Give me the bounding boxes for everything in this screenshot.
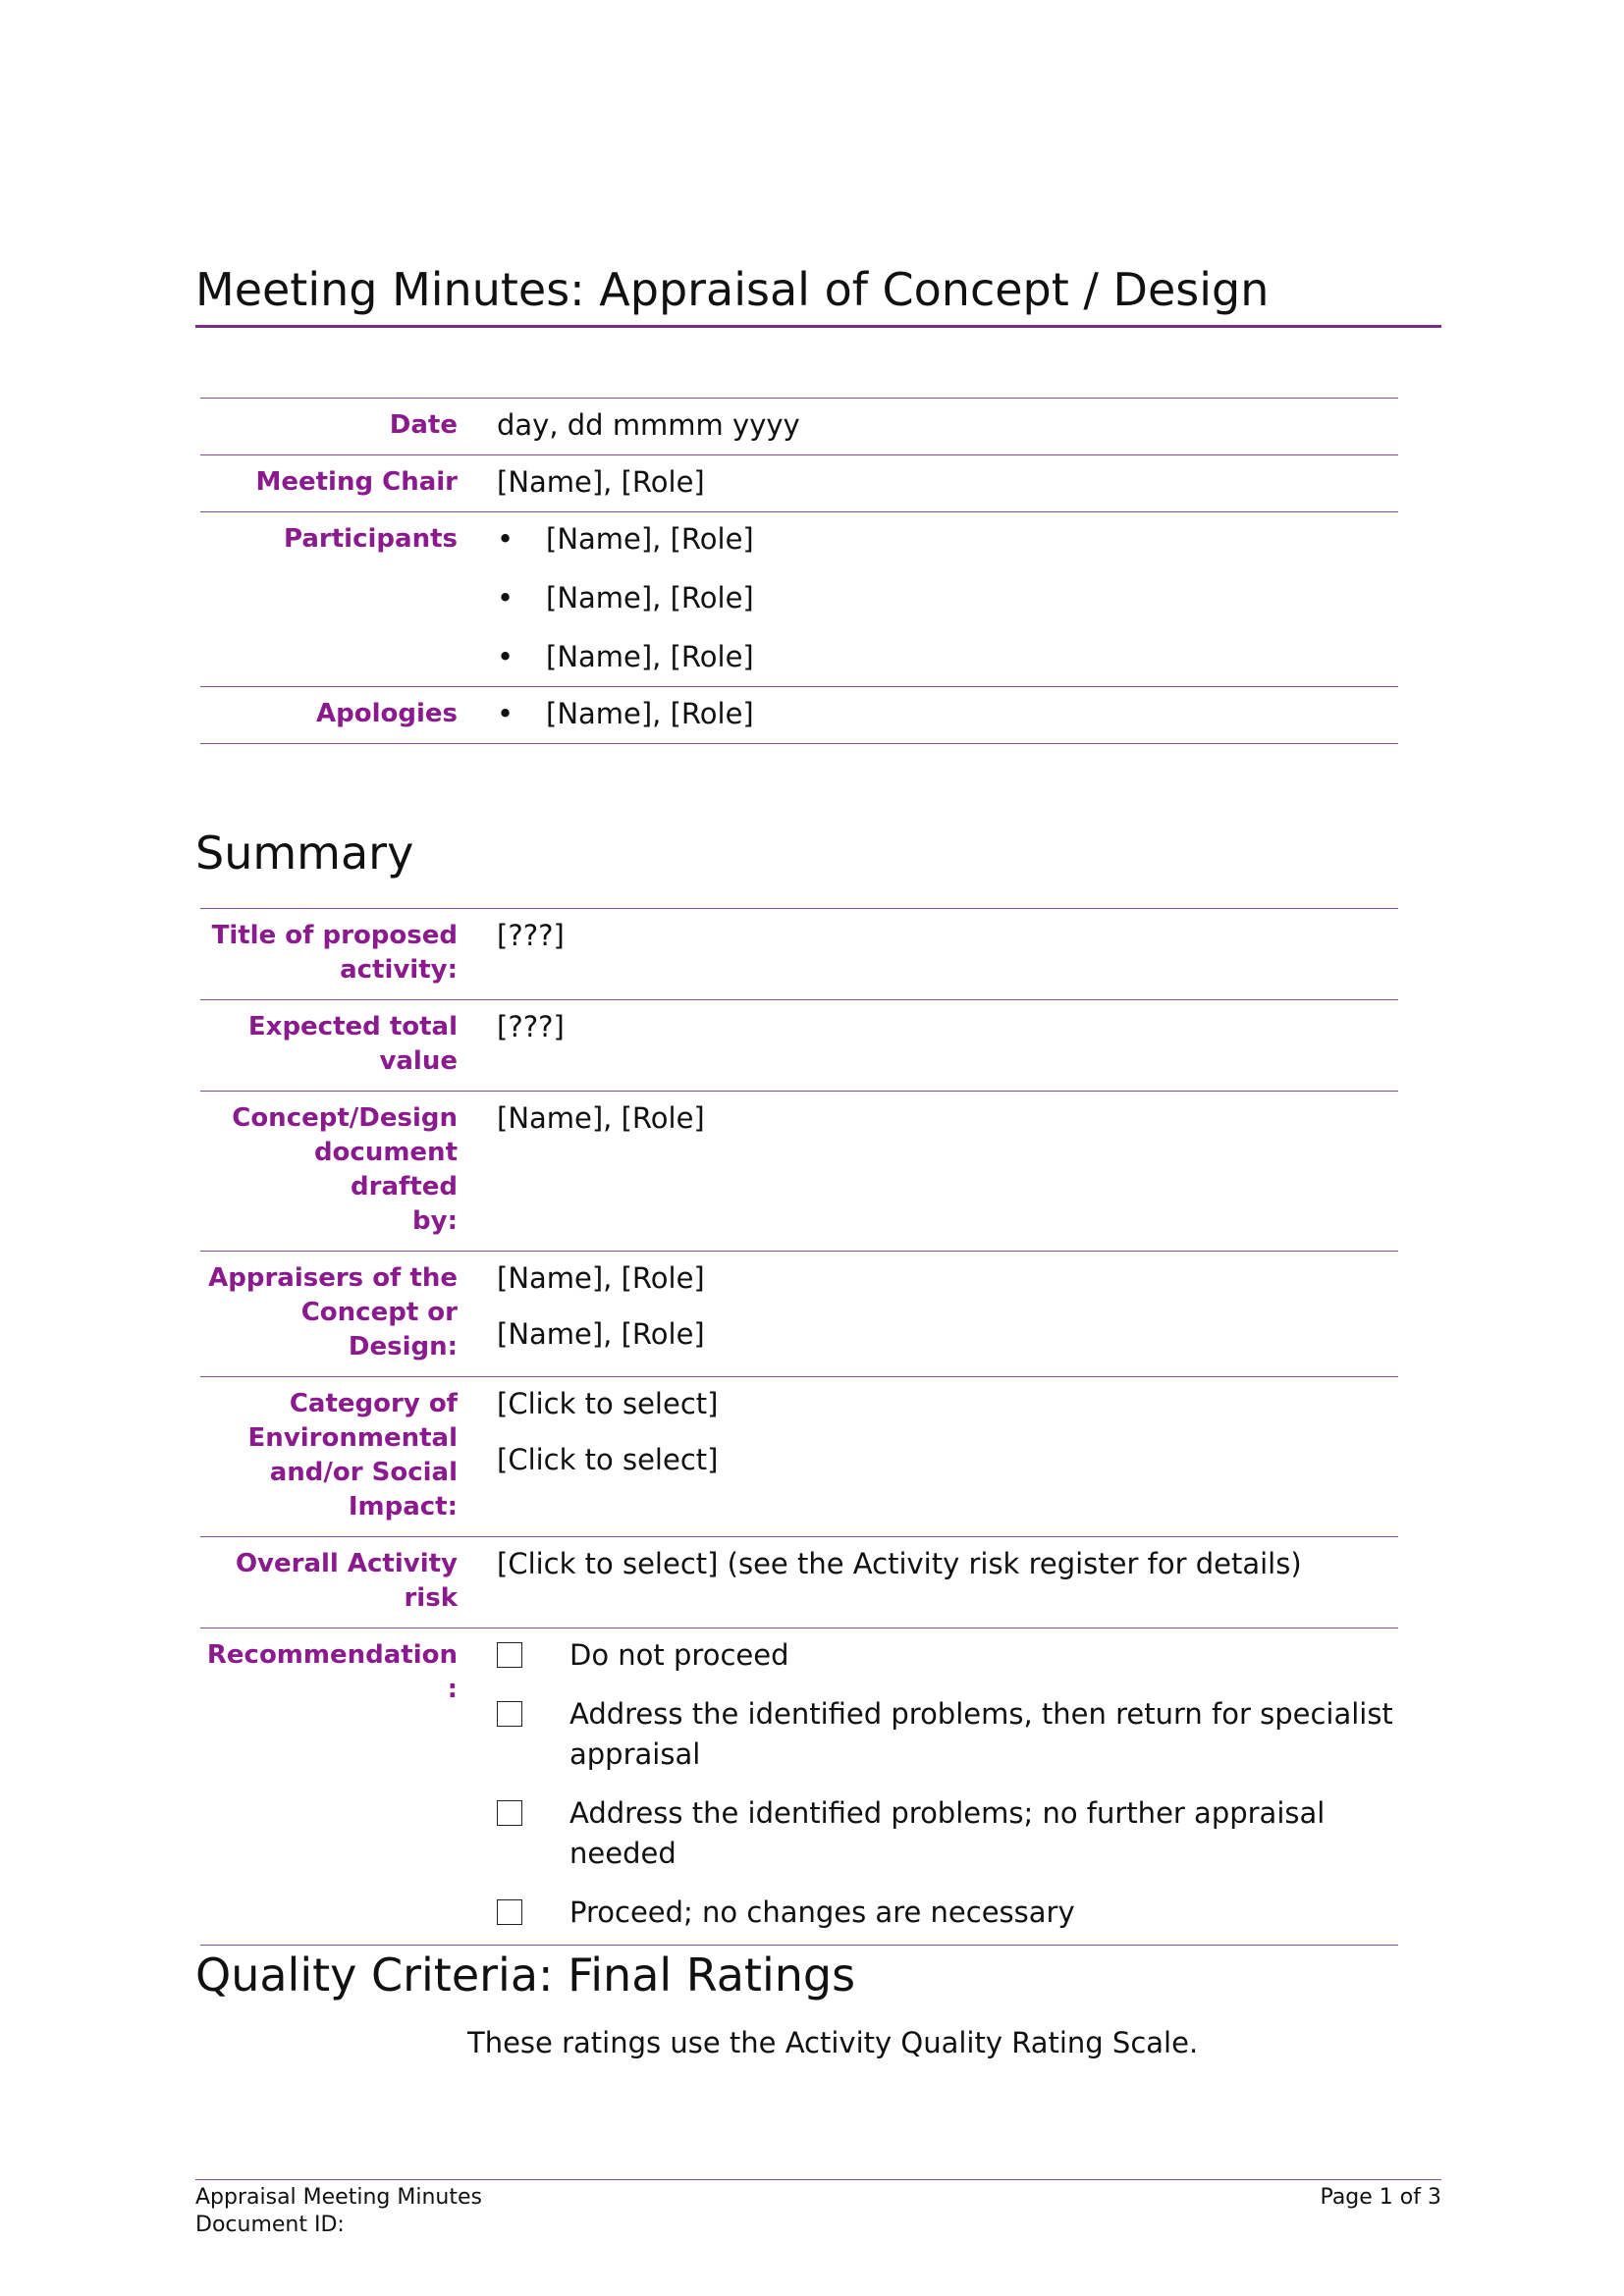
participant-field[interactable]: [Name], [Role]	[546, 640, 754, 673]
bullet-icon: •	[497, 640, 514, 673]
appraiser-field[interactable]: [Name], [Role]	[497, 1261, 705, 1295]
page-title: Meeting Minutes: Appraisal of Concept / Design	[195, 263, 1441, 328]
table-row	[200, 512, 1398, 687]
participants-list	[497, 512, 1398, 687]
table-row	[200, 399, 1398, 455]
impact-category-select[interactable]: [Click to select]	[497, 1387, 719, 1420]
page-footer	[195, 2179, 1441, 2239]
recommendation-label: Recommendation :	[206, 1640, 458, 1704]
appraisers-label: Appraisers of the Concept or Design:	[208, 1263, 458, 1362]
rating-scale-note: These ratings use the Activity Quality Rating Scale.	[467, 2026, 1199, 2059]
table-row	[200, 687, 1398, 744]
bullet-icon: •	[497, 522, 514, 556]
table-row	[200, 1537, 1398, 1629]
bullet-icon: •	[497, 581, 514, 614]
appraisers-list	[497, 1252, 1398, 1377]
expected-value-field[interactable]: [???]	[497, 1010, 565, 1043]
checkbox[interactable]	[497, 1800, 522, 1826]
table-row	[200, 1629, 1398, 1946]
impact-category-list	[497, 1377, 1398, 1537]
activity-risk-select[interactable]: [Click to select] (see the Activity risk register for details)	[497, 1547, 1302, 1580]
recommendation-option-label: Address the identified problems; no further appraisal needed	[569, 1796, 1326, 1870]
participants-label: Participants	[284, 524, 458, 554]
recommendation-option	[497, 1697, 1398, 1775]
table-row	[200, 1000, 1398, 1092]
date-field[interactable]: day, dd mmmm yyyy	[497, 408, 800, 442]
summary-heading: Summary	[195, 827, 414, 880]
quality-criteria-heading: Quality Criteria: Final Ratings	[195, 1949, 856, 2002]
table-row	[200, 1092, 1398, 1252]
checkbox[interactable]	[497, 1701, 522, 1727]
title-of-activity-label: Title of proposed activity:	[211, 921, 458, 985]
checkbox[interactable]	[497, 1899, 522, 1925]
list-item	[497, 522, 1398, 557]
title-of-activity-field[interactable]: [???]	[497, 919, 565, 952]
footer-document-name: Appraisal Meeting Minutes	[195, 2185, 482, 2210]
list-item	[497, 697, 1398, 731]
apologies-list	[497, 687, 1398, 744]
meeting-details-table	[200, 398, 1398, 744]
activity-risk-label: Overall Activity risk	[235, 1549, 458, 1613]
table-row	[200, 455, 1398, 512]
recommendation-option	[497, 1796, 1398, 1874]
apology-field[interactable]: [Name], [Role]	[546, 697, 754, 730]
expected-value-label: Expected total value	[247, 1012, 458, 1076]
impact-category-label: Category of Environmental and/or Social Impact:	[247, 1389, 458, 1522]
participant-field[interactable]: [Name], [Role]	[546, 581, 754, 614]
appraiser-field[interactable]: [Name], [Role]	[497, 1317, 705, 1351]
recommendation-option-label: Proceed; no changes are necessary	[569, 1896, 1075, 1929]
bullet-icon: •	[497, 697, 514, 730]
table-row	[200, 1252, 1398, 1377]
list-item	[497, 581, 1398, 615]
footer-page-number: Page 1 of 3	[1320, 2185, 1441, 2210]
list-item	[497, 640, 1398, 674]
participant-field[interactable]: [Name], [Role]	[546, 522, 754, 556]
recommendation-option-label: Do not proceed	[569, 1638, 789, 1672]
chair-field[interactable]: [Name], [Role]	[497, 465, 705, 499]
drafted-by-field[interactable]: [Name], [Role]	[497, 1101, 705, 1135]
recommendation-option	[497, 1638, 1398, 1676]
checkbox[interactable]	[497, 1642, 522, 1668]
drafted-by-label: Concept/Design document drafted by:	[232, 1103, 458, 1236]
impact-category-select[interactable]: [Click to select]	[497, 1443, 719, 1476]
table-row	[200, 1377, 1398, 1537]
chair-label: Meeting Chair	[255, 467, 458, 497]
date-label: Date	[389, 410, 458, 440]
recommendation-option	[497, 1896, 1398, 1933]
recommendation-option-label: Address the identified problems, then return for specialist appraisal	[569, 1697, 1393, 1771]
footer-document-id: Document ID:	[195, 2213, 345, 2237]
table-row	[200, 909, 1398, 1000]
recommendation-options	[497, 1629, 1398, 1946]
summary-table	[200, 908, 1398, 1946]
apologies-label: Apologies	[315, 699, 458, 728]
